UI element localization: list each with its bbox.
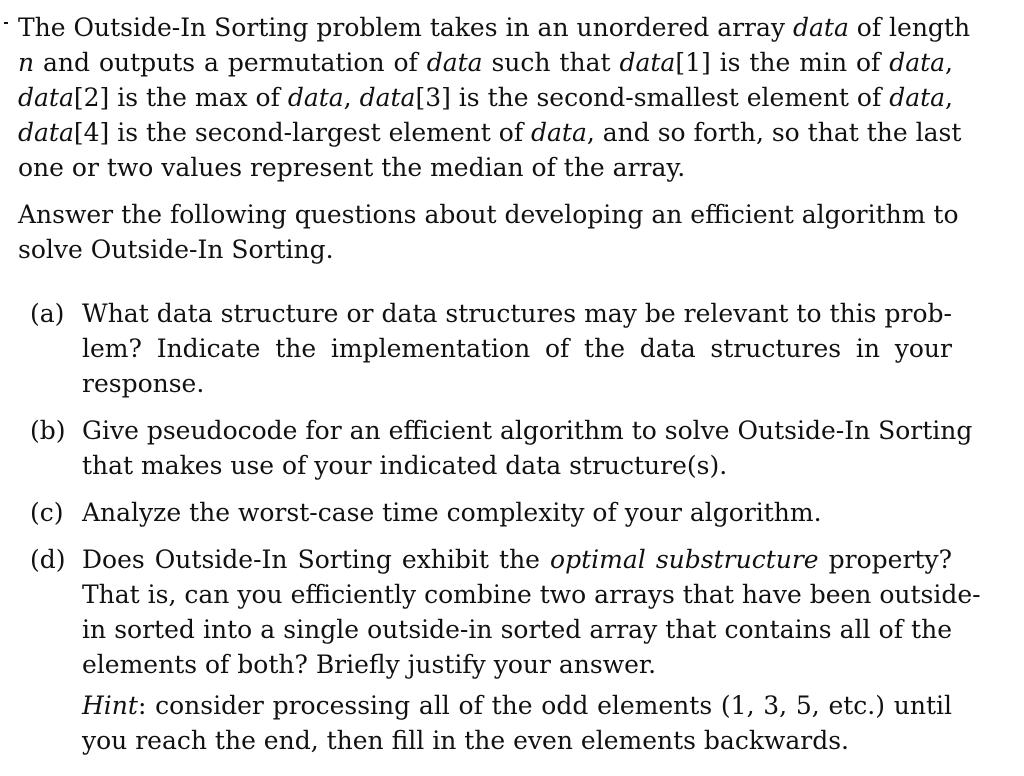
intro-paragraph — [18, 10, 971, 185]
italic-term: data — [426, 48, 483, 77]
italic-term: data — [889, 48, 946, 77]
question-label: (c) — [30, 498, 64, 527]
question-text — [82, 542, 981, 682]
text-line: Give pseudocode for an efficient algorithm to solve Outside-In Sorting — [82, 416, 973, 445]
italic-term: data — [287, 83, 344, 112]
text-line: data[4] is the second-largest element of data, and so forth, so that the last — [18, 118, 962, 147]
question-text — [82, 495, 952, 530]
text-line: that makes use of your indicated data structure(s). — [82, 451, 728, 480]
text-line: you reach the end, then fill in the even elements backwards. — [82, 726, 850, 755]
question-d — [30, 542, 981, 758]
italic-term: data — [359, 83, 416, 112]
question-text — [82, 296, 952, 401]
text-line: data[2] is the max of data, data[3] is the second-smallest element of data, — [18, 83, 953, 112]
italic-term: optimal substructure — [550, 545, 819, 574]
text-line: That is, can you efficiently combine two arrays that have been outside- — [82, 580, 981, 609]
text-line: response. — [82, 369, 205, 398]
italic-term: data — [18, 118, 74, 147]
text-line: n and outputs a permutation of data such that data[1] is the min of data, — [18, 48, 953, 77]
question-label: (b) — [30, 416, 66, 445]
text-line: one or two values represent the median of the array. — [18, 153, 686, 182]
italic-term: data — [18, 83, 74, 112]
question-label: (a) — [30, 299, 65, 328]
text-line: What data structure or data structures may be relevant to this prob- — [82, 299, 952, 328]
text-line: Hint: consider processing all of the odd elements (1, 3, 5, etc.) until — [82, 691, 952, 720]
italic-term: Hint — [82, 691, 138, 720]
italic-term: data — [792, 13, 849, 42]
hint-text — [82, 688, 952, 758]
text-line: in sorted into a single outside-in sorted array that contains all of the — [82, 615, 952, 644]
question-b — [30, 413, 973, 483]
question-a — [30, 296, 952, 401]
text-line: elements of both? Briefly justify your answer. — [82, 650, 657, 679]
italic-term: data — [889, 83, 946, 112]
question-c — [30, 495, 952, 530]
text-line: Does Outside-In Sorting exhibit the optimal substructure property? — [82, 545, 952, 574]
text-line: The Outside-In Sorting problem takes in an unordered array data of length — [18, 13, 971, 42]
margin-mark — [4, 22, 8, 24]
text-line: Answer the following questions about developing an efficient algorithm to — [18, 200, 959, 229]
text-line: solve Outside-In Sorting. — [18, 235, 334, 264]
italic-term: data — [619, 48, 676, 77]
text-line: Analyze the worst-case time complexity of your algorithm. — [82, 498, 822, 527]
italic-term: data — [531, 118, 587, 147]
question-text — [82, 413, 973, 483]
italic-term: n — [18, 48, 35, 77]
question-list — [30, 296, 981, 770]
text-line: lem? Indicate the implementation of the data structures in your — [82, 334, 952, 363]
instructions-paragraph — [18, 197, 959, 267]
question-label: (d) — [30, 545, 66, 574]
